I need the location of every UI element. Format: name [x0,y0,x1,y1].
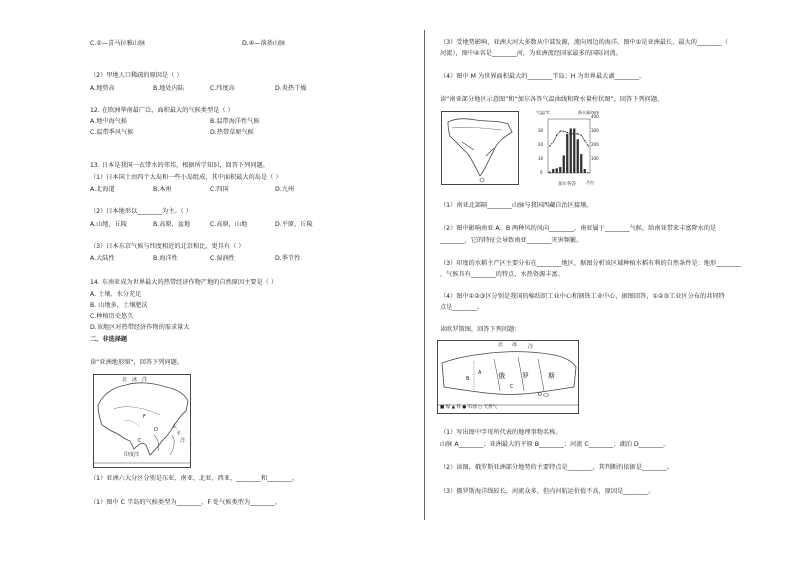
russia-label: C [510,384,514,390]
russia-q3: （3）俄罗斯海洋线较长，河流众多，但内河航运价值不高，原因是________。 [440,488,655,495]
q11-option-d: D.④—落基山脉 [242,40,286,47]
sub-question-2: （1）图中 C 半岛的气候类型为________，F 处气候类型为________。 [90,499,281,506]
chart-frame [548,119,590,173]
temperature-point-2 [553,141,554,142]
south-asia-q4-line2: 点是________。 [440,304,484,311]
map-label: 洋 [180,438,186,444]
temperature-point-10 [581,135,582,136]
q-option-b: B.地处内陆 [153,85,184,92]
russia-q2: （2）读图，俄罗斯亚洲部分地势的主要特点是________，其判断的依据是________。 [440,464,673,471]
south-asia-instruction: 读“南亚部分地区示意图”和“加尔各答气温曲线和降水量柱状图”，回答下列问题。 [440,96,664,103]
q13-2: （2）日本地形以________为主。（ ） [90,208,192,215]
russia-label: D [538,392,542,398]
kolkata-climate-chart [536,111,602,191]
asia-map-graphic [94,375,190,467]
asia-terrain-map [93,374,191,468]
russia-q1-blanks: 山脉 A________；亚洲最大的平原 B________；河流 C________；湖泊 D________。 [440,441,670,448]
south-asia-q3-line2: ，气候具有________的特点，水热资源丰富。 [440,271,564,278]
q14-stem: 14. 东南亚成为世界最大的热带经济作物产地的自然原因主要是（ ） [90,279,278,286]
south-asia-map-graphic [442,112,518,184]
precip-bar-7 [570,128,572,173]
chart-ylabel-right: 降水量/mm [578,110,600,115]
precip-bar-11 [584,169,586,173]
temperature-point-3 [556,135,557,136]
section-heading: 二、非选择题 [90,336,128,343]
precip-bar-6 [566,134,568,173]
climate-chart-svg [536,111,602,191]
q12-option-b: B.温带海洋性气候 [210,118,260,125]
south-asia-map [441,111,519,185]
q-stem: （2）甲地人口稀疏的原因是（ ） [90,72,183,79]
precip-bar-1 [549,172,551,173]
south-asia-q1: （1）南亚北部隔________山脉与我国西藏自治区接壤。 [440,202,593,209]
temperature-line [550,131,589,146]
map-label: 北 [122,377,128,383]
q13-3-b: B.海洋性 [153,255,178,262]
chart-precip-tick: 200 [591,142,599,147]
precip-bar-5 [563,155,565,173]
precip-bar-10 [580,154,582,173]
temperature-point-8 [574,133,575,134]
temperature-point-9 [577,133,578,134]
map-label: 印度洋 [124,452,140,458]
temperature-point-4 [560,131,561,132]
russia-map-graphic [438,341,578,413]
q12-option-d: D.热带草原气候 [210,129,254,136]
q13-2-b: B.高原，盆地 [153,221,191,228]
south-asia-q3-line1: （3）印度的水稻主产区主要分布在________地区，据图分析该区域种植水稻有利的自然条件是：地形________ [440,260,741,267]
q-option-d: D.炎热干燥 [275,85,307,92]
russia-label: B [466,376,470,382]
russia-label: 罗 [522,372,529,380]
russia-instruction: 读欧罗斯图，回答下列问题： [440,326,521,333]
q13-1-a: A.北海道 [90,186,115,193]
russia-q1: （1）写出图中字母所代表的地理事物名称。 [440,429,562,436]
map-label: F [143,414,146,420]
q14-option-c: C.种植历史悠久 [90,313,134,320]
russia-label: 北 [498,342,504,348]
temperature-point-5 [563,131,564,132]
river-question-line2: 河流），图中④名是________河，为亚洲流经国家最多的国际河流。 [440,50,622,57]
q13-1-c: C.四国 [210,186,229,193]
temperature-point-7 [570,133,571,134]
sub-question-1: （1）亚洲六大分区分别是东亚、南亚、北亚、西亚、________和________。 [90,475,299,482]
q14-option-a: A. 土壤、水分充足 [90,291,142,298]
river-question-line1: （3）受地势影响，亚洲大河大多数从中部发源，流向周边的海洋。图中①是亚洲最长，最大的________（ [440,39,728,46]
chart-temp-tick: 0 [540,170,543,175]
precip-bar-8 [573,128,575,173]
south-asia-q4-line1: （4）图中①②③区分别是我国的棉纺织工业中心和钢铁工业中心，据图回答，①②③工业区分布的共同特 [440,293,725,300]
temperature-point-11 [584,140,585,141]
column-divider [424,30,425,520]
q13-2-c: C.高原，山地 [210,221,248,228]
chart-temp-tick: 30 [538,128,544,133]
q13-2-d: D.平原，丘陵 [275,221,313,228]
q12-option-c: C.温带季风气候 [90,129,134,136]
q11-option-c: C.①—喜马拉雅山脉 [90,40,146,47]
precip-bar-2 [552,169,554,173]
precip-bar-3 [556,168,558,173]
q13-1: （1）日本国土由四个大岛和一些小岛组成，其中面积最大的岛是（ ） [90,174,282,181]
q13-3: （3）日本东京气候与纬度相近的北京相比，更具有（ ） [90,243,245,250]
q14-option-b: B. 山地多，土壤肥沃 [90,302,148,309]
precip-bar-4 [559,167,561,173]
south-asia-q2-line2: ________，它的特征会导致南亚________灾害频繁。 [440,237,583,244]
asia-map-instruction: 读“亚洲地形图”，回答下列问题。 [90,359,184,366]
map-label: 洋 [142,377,148,383]
q-option-c: C.纬度高 [210,85,235,92]
map-label: 太 [172,424,178,430]
russia-label: A [478,370,482,376]
map-label: 冰 [132,377,138,383]
chart-ylabel-left: 气温/℃ [536,110,550,115]
map-label: C [138,438,142,444]
russia-label: 洋 [528,344,534,350]
chart-title: 加尔各答 [558,182,576,187]
q13-1-d: D.九州 [275,186,295,193]
q13-3-a: A.大陆性 [90,255,115,262]
q-option-a: A.地势高 [90,85,115,92]
russia-label: 俄 [498,372,505,380]
temperature-point-6 [567,132,568,133]
precip-bar-12 [587,172,589,173]
chart-precip-tick: 400 [591,114,599,119]
q13-3-c: C.湿润性 [210,255,235,262]
peninsula-question: （4）图中 M 为世界面积最大的________半岛；H 为世界最大湖________。 [440,73,646,80]
q12-stem: 12. 在欧洲华南最广泛，面积最大的气候类型是（ ） [90,107,234,114]
chart-temp-tick: 20 [538,142,544,147]
q13-1-b: B.本州 [153,186,172,193]
south-asia-q2-line1: （2）图中影响南亚 A、B 两种风的风向________，南亚属于________气候，给南亚带来丰富降水的是 [440,225,717,232]
q13-stem: 13. 日本是我国一衣带水的邻邦，根据所学知识，回答下列问题。 [90,162,269,169]
q14-option-d: D.该地区对热带经济作物的需求量大 [90,324,190,331]
q12-option-a: A.地中海气候 [90,118,128,125]
temperature-point-12 [588,145,589,146]
russia-map [437,340,579,414]
russia-map-legend: ■ 煤 ▲ 铁 ● 石油 ○ 天然气 [440,405,498,410]
q13-3-d: D.季节性 [275,255,301,262]
precip-bar-9 [577,139,579,173]
russia-label: 冰 [512,342,518,348]
map-label: 平 [176,431,182,437]
chart-xlabel: 月份 [586,180,594,185]
map-label: D [154,427,158,433]
chart-precip-tick: 300 [591,128,599,133]
temperature-point-1 [549,145,550,146]
russia-label: 斯 [548,372,555,380]
q13-2-a: A.山地，丘陵 [90,221,128,228]
chart-temp-tick: 10 [538,156,544,161]
chart-precip-tick: 100 [591,156,599,161]
